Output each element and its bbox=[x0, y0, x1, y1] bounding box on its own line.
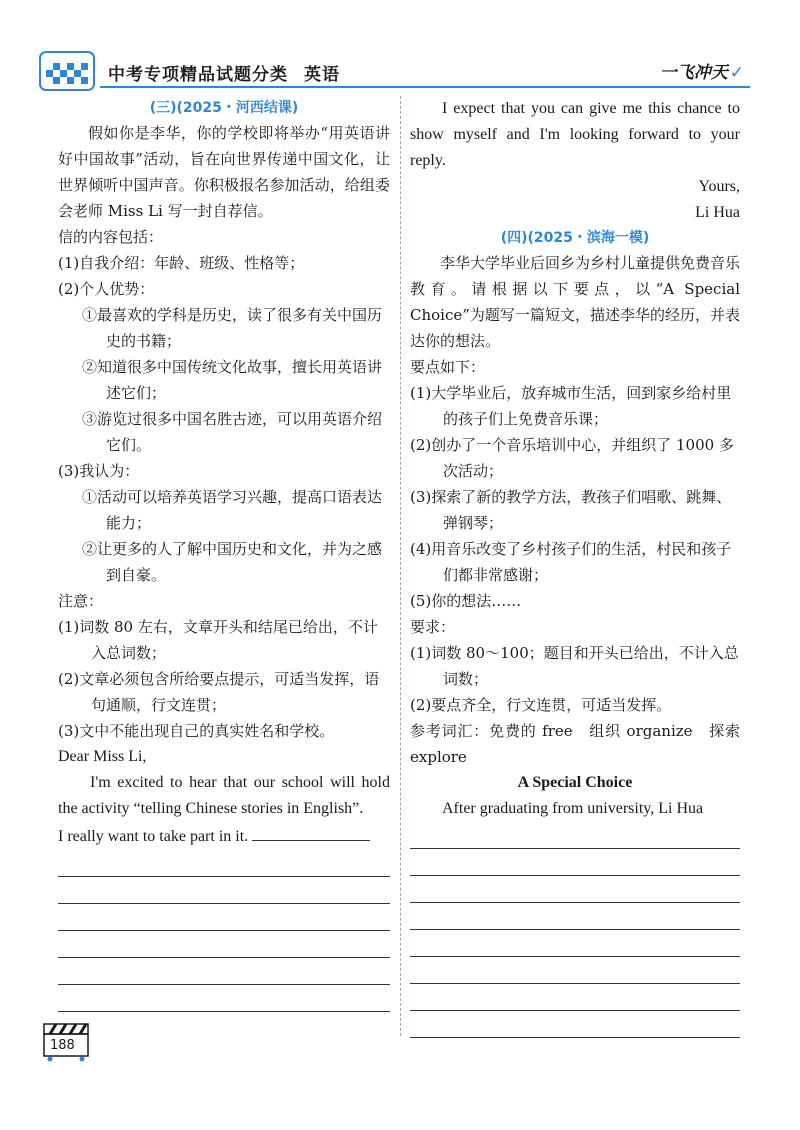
point-item: (1)大学毕业后，放弃城市生活，回到家乡给村里的孩子们上免费音乐课； bbox=[410, 384, 732, 428]
content-item: ②知道很多中国传统文化故事，擅长用英语讲述它们； bbox=[82, 358, 383, 402]
answer-line[interactable] bbox=[410, 957, 740, 984]
content-label: 信的内容包括： bbox=[58, 228, 164, 246]
brand-name: 一飞冲天 bbox=[659, 63, 728, 83]
task-intro-4: 李华大学毕业后回乡为乡村儿童提供免费音乐教育。请根据以下要点，以“A Special Choice”为题写一篇短文，描述李华的经历，并表达你的想法。 bbox=[410, 254, 741, 350]
note-item: (1)词数 80 左右，文章开头和结尾已给出，不计入总词数； bbox=[58, 618, 378, 662]
answer-line[interactable] bbox=[58, 958, 390, 985]
point-item: (2)创办了一个音乐培训中心，并组织了 1000 多次活动； bbox=[410, 436, 734, 480]
letter-opening: I'm excited to hear that our school will hold the activity “telling Chinese stories in English”. bbox=[58, 774, 390, 817]
right-answer-area[interactable] bbox=[410, 822, 740, 1038]
answer-line[interactable] bbox=[410, 1011, 740, 1038]
answer-line[interactable] bbox=[410, 930, 740, 957]
requirement-item: (1)词数 80～100；题目和开头已给出，不计入总词数； bbox=[410, 644, 739, 688]
vocab-hint: 参考词汇：免费的 free 组织 organize 探索 explore bbox=[410, 722, 740, 766]
letter-closing: I expect that you can give me this chance to show myself and I'm looking forward to your reply. bbox=[410, 100, 740, 169]
letter-signature: Li Hua bbox=[695, 204, 740, 221]
content-item: (2)个人优势： bbox=[58, 280, 155, 298]
answer-line[interactable] bbox=[58, 985, 390, 1012]
answer-line[interactable] bbox=[410, 876, 740, 903]
requirements-label: 要求： bbox=[410, 618, 456, 636]
answer-line[interactable] bbox=[58, 850, 390, 877]
note-item: (3)文中不能出现自己的真实姓名和学校。 bbox=[58, 722, 335, 740]
section-title-3: (三)(2025・河西结课) bbox=[149, 100, 299, 116]
essay-title: A Special Choice bbox=[517, 774, 633, 791]
answer-line[interactable] bbox=[410, 903, 740, 930]
content-items bbox=[58, 250, 390, 588]
page-header bbox=[38, 50, 750, 92]
content-item: ①活动可以培养英语学习兴趣，提高口语表达能力； bbox=[82, 488, 383, 532]
letter-opening-2 bbox=[58, 822, 390, 850]
answer-blank[interactable] bbox=[252, 822, 370, 841]
point-item: (5)你的想法…… bbox=[410, 592, 522, 610]
task-intro: 假如你是李华，你的学校即将举办“用英语讲好中国故事”活动，旨在向世界传递中国文化，让世界倾听中国声音。你积极报名参加活动，给组委会老师 Miss Li 写一封自荐信。 bbox=[58, 124, 390, 220]
essay-start: After graduating from university, Li Hua bbox=[442, 800, 704, 817]
answer-line[interactable] bbox=[58, 904, 390, 931]
left-column bbox=[58, 96, 390, 1012]
content-item: (1)自我介绍：年龄、班级、性格等； bbox=[58, 254, 305, 272]
letter-signoff: Yours, bbox=[698, 178, 740, 195]
content-item: ①最喜欢的学科是历史，读了很多有关中国历史的书籍； bbox=[82, 306, 383, 350]
content-item: ③游览过很多中国名胜古迹，可以用英语介绍它们。 bbox=[82, 410, 383, 454]
point-item: (4)用音乐改变了乡村孩子们的生活，村民和孩子们都非常感谢； bbox=[410, 540, 732, 584]
points-label: 要点如下： bbox=[410, 358, 486, 376]
answer-line[interactable] bbox=[410, 849, 740, 876]
header-logo-icon bbox=[38, 50, 96, 92]
answer-line[interactable] bbox=[410, 984, 740, 1011]
answer-line[interactable] bbox=[58, 877, 390, 904]
page-number: 188 bbox=[50, 1038, 75, 1053]
header-rule bbox=[100, 86, 750, 88]
letter-salutation: Dear Miss Li, bbox=[58, 748, 147, 765]
section-title-4: (四)(2025・滨海一模) bbox=[500, 230, 650, 246]
notes-label: 注意： bbox=[58, 592, 104, 610]
left-answer-area[interactable] bbox=[58, 850, 390, 1012]
answer-line[interactable] bbox=[58, 931, 390, 958]
header-title bbox=[108, 60, 340, 85]
content-item: (3)我认为： bbox=[58, 462, 140, 480]
point-item: (3)探索了新的教学方法，教孩子们唱歌、跳舞、弹钢琴； bbox=[410, 488, 732, 532]
subject-label: 英语 bbox=[304, 65, 340, 85]
right-column bbox=[410, 96, 740, 1038]
letter-opening-text: I really want to take part in it. bbox=[58, 828, 249, 845]
requirement-item: (2)要点齐全，行文连贯，可适当发挥。 bbox=[410, 696, 672, 714]
content-item: ②让更多的人了解中国历史和文化，并为之感到自豪。 bbox=[82, 540, 383, 584]
answer-line[interactable] bbox=[410, 822, 740, 849]
check-icon: ✓ bbox=[729, 63, 744, 83]
note-item: (2)文章必须包含所给要点提示，可适当发挥，语句通顺，行文连贯； bbox=[58, 670, 380, 714]
brand-logo bbox=[660, 58, 744, 83]
book-title: 中考专项精品试题分类 bbox=[108, 65, 288, 85]
column-divider bbox=[400, 96, 401, 1036]
